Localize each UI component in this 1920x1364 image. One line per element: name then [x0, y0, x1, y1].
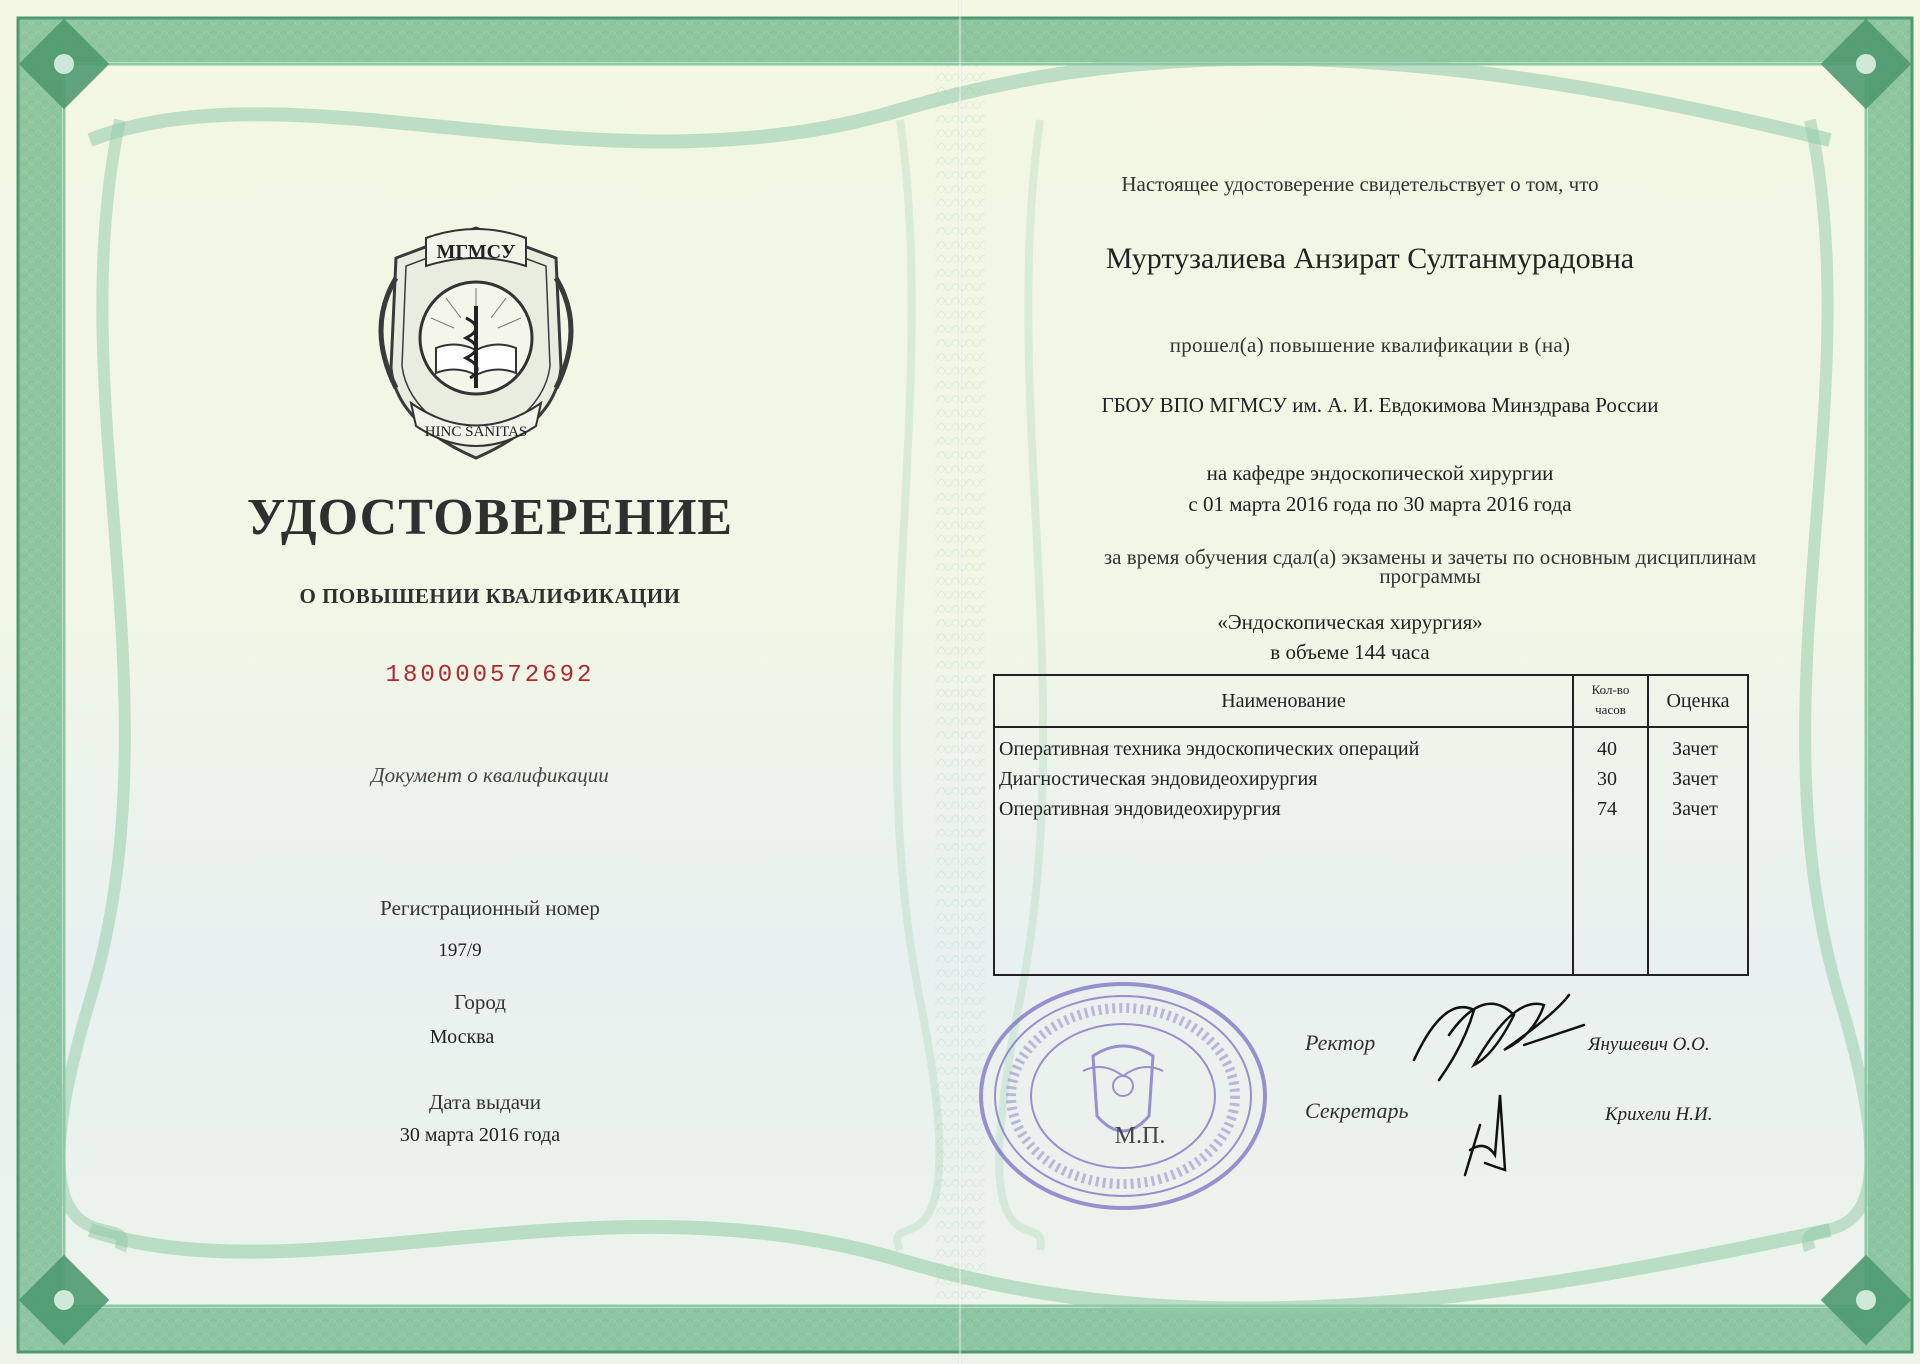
- page-fold: [958, 0, 962, 1364]
- course-name: Оперативная эндовидеохирургия: [999, 798, 1281, 820]
- issue-date-value: 30 марта 2016 года: [399, 1124, 561, 1146]
- issue-date-label: Дата выдачи: [428, 1090, 542, 1114]
- secretary-label: Секретарь: [1305, 1098, 1409, 1123]
- registration-label: Регистрационный номер: [380, 896, 600, 920]
- course-name: Оперативная техника эндоскопических операций: [999, 738, 1420, 760]
- city-label: Город: [454, 990, 506, 1014]
- emblem-top-text: МГМСУ: [436, 241, 516, 263]
- person-name: Муртузалиева Анзират Султанмурадовна: [1105, 242, 1635, 275]
- course-hours: 30: [1597, 768, 1617, 790]
- header-grade: Оценка: [1666, 690, 1730, 712]
- program-volume: в объеме 144 часа: [1270, 640, 1430, 664]
- seal-placeholder: М.П.: [1114, 1123, 1166, 1149]
- official-seal: [973, 976, 1273, 1216]
- table-row: [995, 768, 1747, 798]
- header-hours-line-2: часов: [1595, 702, 1626, 717]
- document-title: УДОСТОВЕРЕНИЕ: [246, 489, 734, 546]
- exams-text: [1030, 545, 1830, 588]
- registration-value: 197/9: [438, 940, 482, 961]
- exams-line-2: программы: [1379, 564, 1481, 588]
- document-type: Документ о квалификации: [371, 763, 609, 787]
- course-grade: Зачет: [1672, 798, 1718, 820]
- institution-name: ГБОУ ВПО МГМСУ им. А. И. Евдокимова Минздрава России: [1101, 393, 1659, 417]
- department-text: на кафедре эндоскопической хирургии: [1206, 461, 1554, 485]
- serial-number: 180000572692: [385, 662, 595, 689]
- table-divider: [995, 726, 1747, 728]
- course-name: Диагностическая эндовидеохирургия: [999, 768, 1318, 790]
- header-name: Наименование: [1221, 690, 1346, 712]
- course-hours: 74: [1597, 798, 1617, 820]
- header-hours: [1574, 680, 1647, 720]
- table-row: [995, 798, 1747, 828]
- city-value: Москва: [429, 1026, 495, 1048]
- rector-label: Ректор: [1305, 1030, 1376, 1055]
- course-hours: 40: [1597, 738, 1617, 760]
- passed-text: прошел(а) повышение квалификации в (на): [1169, 333, 1571, 357]
- course-table: [993, 674, 1749, 976]
- course-grade: Зачет: [1672, 738, 1718, 760]
- program-name: «Эндоскопическая хирургия»: [1217, 610, 1483, 634]
- intro-text: Настоящее удостоверение свидетельствует о том, что: [1121, 172, 1599, 196]
- secretary-name: Крихели Н.И.: [1605, 1104, 1713, 1125]
- document-subtitle: О ПОВЫШЕНИИ КВАЛИФИКАЦИИ: [299, 584, 681, 608]
- training-period: с 01 марта 2016 года по 30 марта 2016 года: [1188, 492, 1572, 516]
- emblem-bottom-text: HINC SANITAS: [424, 424, 528, 440]
- secretary-signature: [1450, 1085, 1530, 1185]
- table-row: [995, 738, 1747, 768]
- exams-line-1: за время обучения сдал(а) экзамены и зачеты по основным дисциплинам: [1103, 545, 1757, 569]
- course-grade: Зачет: [1672, 768, 1718, 790]
- rector-name: Янушевич О.О.: [1588, 1034, 1710, 1055]
- rector-signature: [1404, 975, 1594, 1090]
- university-emblem: [366, 218, 586, 468]
- header-hours-line-1: Кол-во: [1591, 682, 1630, 697]
